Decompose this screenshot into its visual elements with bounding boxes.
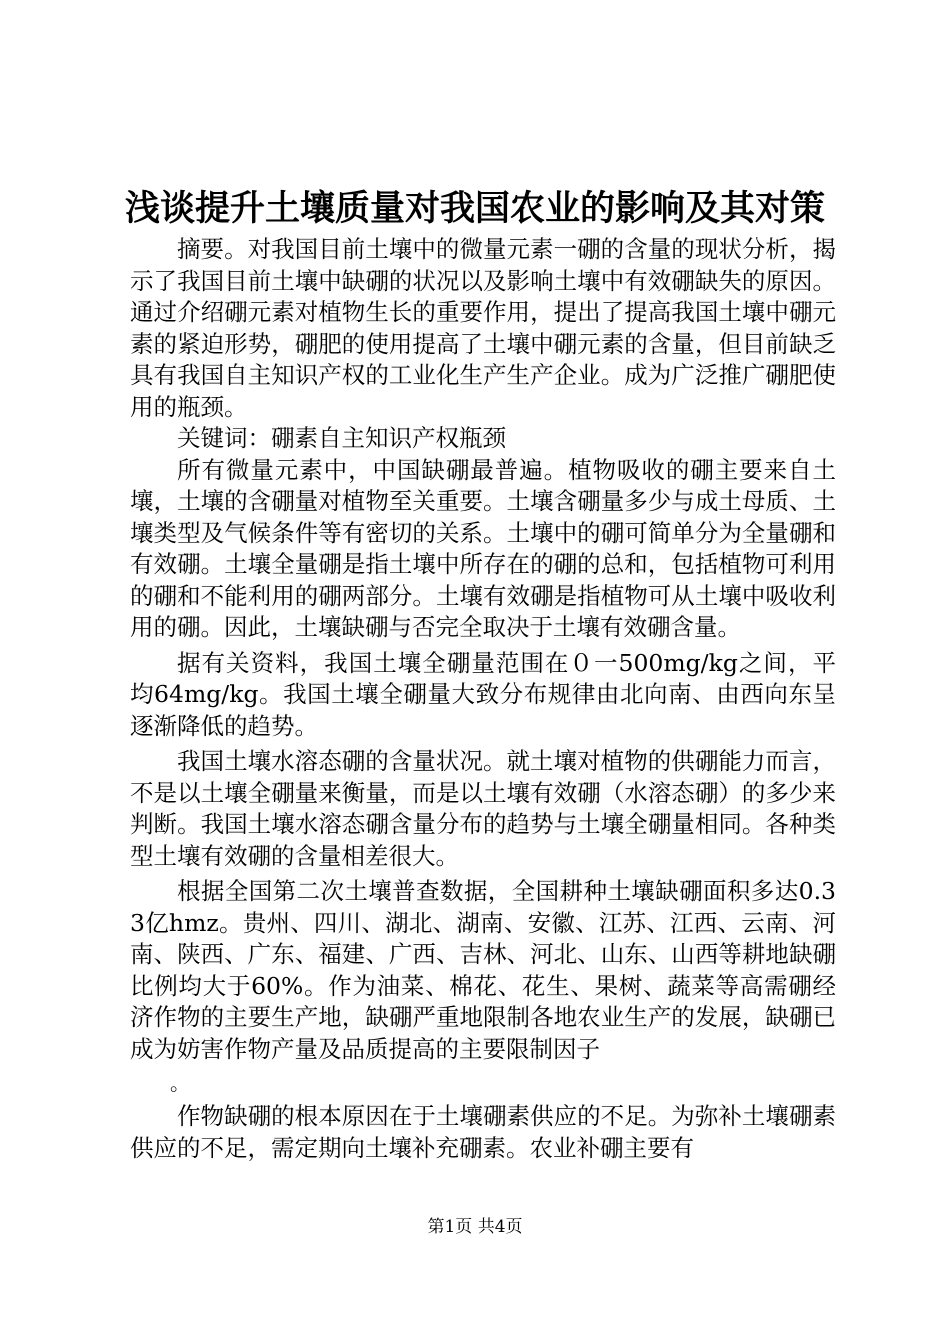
body-paragraph: 我国土壤水溶态硼的含量状况。就土壤对植物的供硼能力而言，不是以土壤全硼量来衡量，而是以土壤有效硼（水溶态硼）的多少来判断。我国土壤水溶态硼含量分布的趋势与土壤全硼量相同。各种类型土壤有效硼的含量相差很大。 [130,747,836,870]
document-title: 浅谈提升土壤质量对我国农业的影响及其对策 [124,188,825,229]
body-paragraph: 据有关资料，我国土壤全硼量范围在０一500mg/kg之间，平均64mg/kg。我国土壤全硼量大致分布规律由北向南、由西向东呈逐渐降低的趋势。 [130,648,836,740]
body-paragraph: 根据全国第二次土壤普查数据，全国耕种土壤缺硼面积多达0.33亿hmz。贵州、四川、湖北、湖南、安徽、江苏、江西、云南、河南、陕西、广东、福建、广西、吉林、河北、山东、山西等耕地缺硼比例均大于60%。作为油菜、棉花、花生、果树、蔬菜等高需硼经济作物的主要生产地，缺硼严重地限制各地农业生产的发展，缺硼已成为妨害作物产量及品质提高的主要限制因子 [130,877,836,1063]
abstract-paragraph: 摘要。对我国目前土壤中的微量元素一硼的含量的现状分析，揭示了我国目前土壤中缺硼的状况以及影响土壤中有效硼缺失的原因。通过介绍硼元素对植物生长的重要作用，提出了提高我国土壤中硼元素的紧迫形势，硼肥的使用提高了土壤中硼元素的含量，但目前缺乏具有我国自主知识产权的工业化生产生产企业。成为广泛推广硼肥使用的瓶颈。 [130,235,836,421]
page-footer: 第1页 共4页 [427,1217,523,1237]
body-paragraph: 作物缺硼的根本原因在于土壤硼素供应的不足。为弥补土壤硼素供应的不足，需定期向土壤补充硼素。农业补硼主要有 [130,1102,836,1162]
keywords-paragraph: 关键词：硼素自主知识产权瓶颈 [177,424,506,452]
body-paragraph: 。 [170,1071,190,1095]
document-body [130,234,836,1164]
body-paragraph: 所有微量元素中，中国缺硼最普遍。植物吸收的硼主要来自土壤，土壤的含硼量对植物至关重要。土壤含硼量多少与成土母质、土壤类型及气候条件等有密切的关系。土壤中的硼可简单分为全量硼和有效硼。土壤全量硼是指土壤中所存在的硼的总和，包括植物可利用的硼和不能利用的硼两部分。土壤有效硼是指植物可从土壤中吸收利用的硼。因此，土壤缺硼与否完全取决于土壤有效硼含量。 [130,455,836,641]
